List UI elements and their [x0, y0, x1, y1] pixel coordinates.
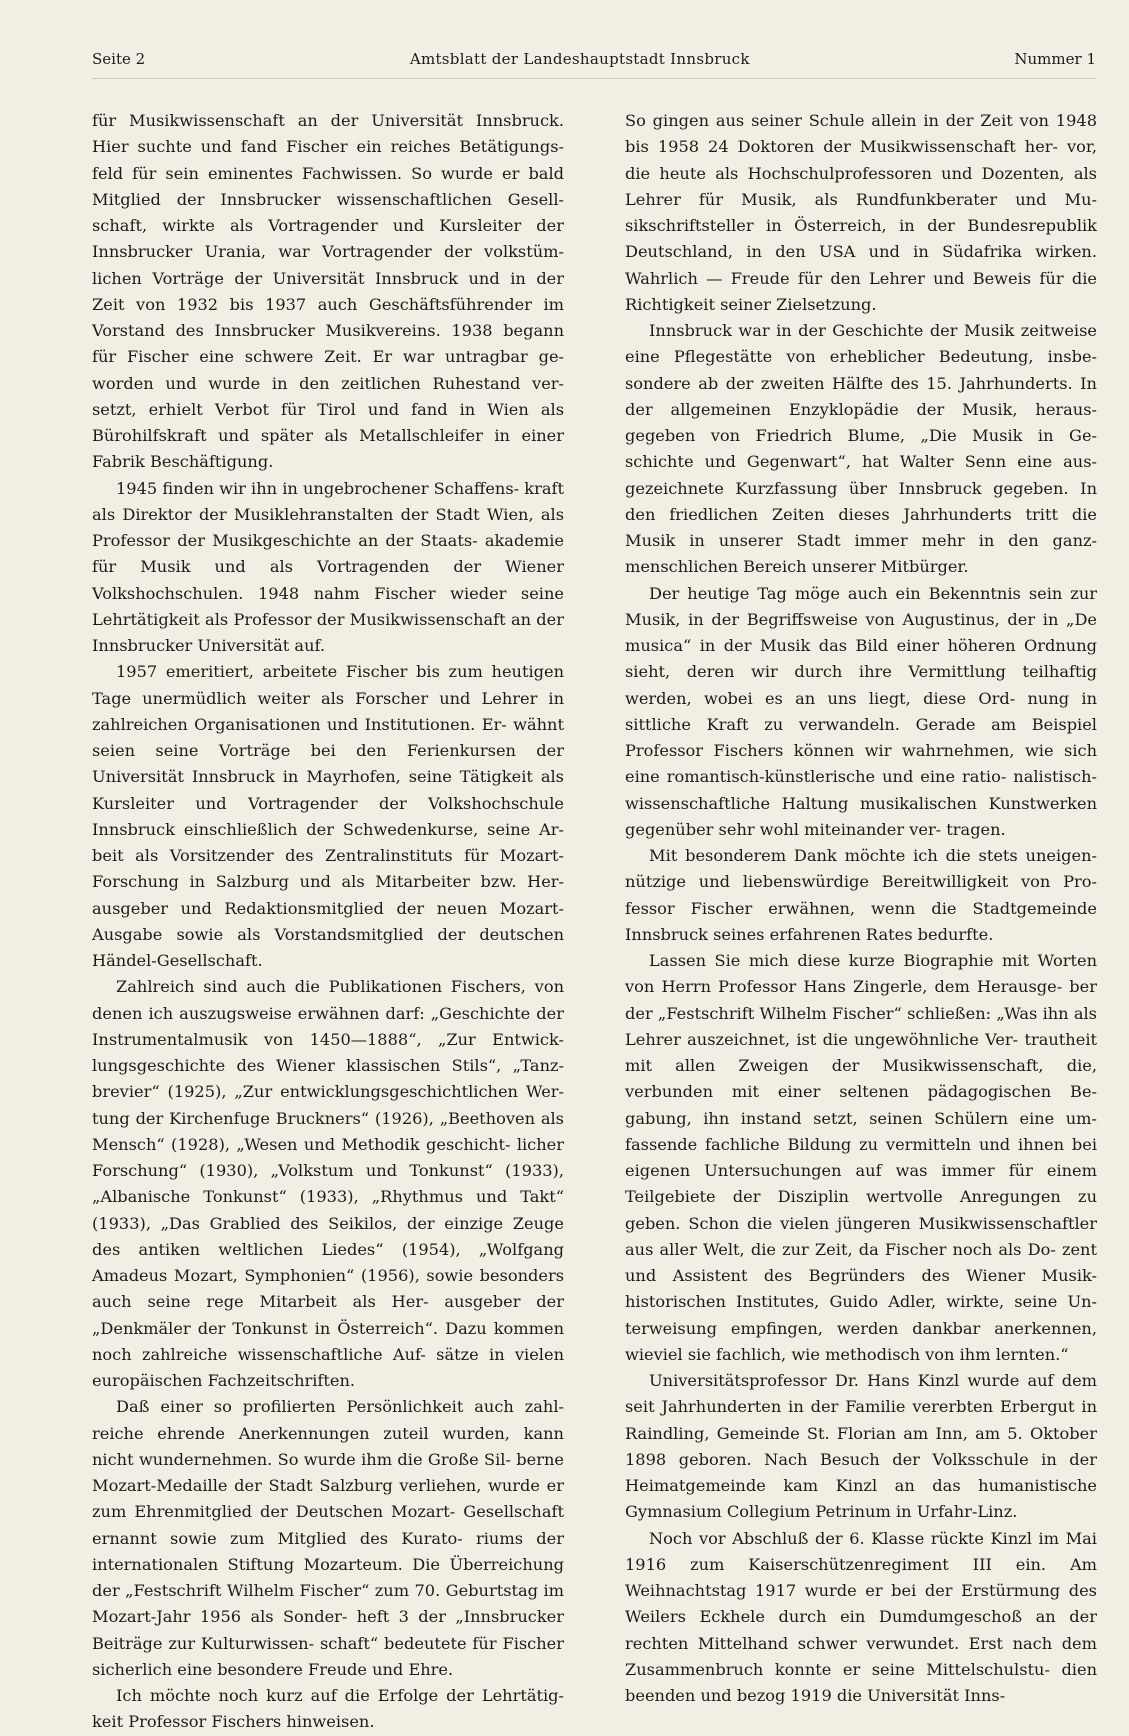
paragraph: Lassen Sie mich diese kurze Biographie mit Worten von Herrn Professor Hans Zingerle, dem Herausge- ber der „Festschrift Wilhelm Fischer“ schließen: „Was ihn als Lehrer auszeichnet, ist die ungewöhnliche Ver- trautheit mit allen Zweigen der Musikwissenschaft, die, verbunden mit einer seltenen pädagogischen Be- gabung, ihn instand setzt, seinen Schülern eine um- fassende fachliche Bildung zu vermitteln und ihnen bei eigenen Untersuchungen auf was immer für einem Teilgebiete der Disziplin wertvolle Anregungen zu geben. Schon die vielen jüngeren Musikwissenschaftler aus aller Welt, die zur Zeit, da Fischer noch als Do- zent und Assistent des Begründers des Wiener Musik- historischen Institutes, Guido Adler, wirkte, seine Un- terweisung empfingen, werden dankbar anerkennen, wieviel sie fachlich, wie methodisch von ihm lernten.“ [625, 951, 1097, 1364]
issue-number: Nummer 1 [1014, 50, 1096, 68]
right-column [625, 108, 1097, 1709]
paragraph: Innsbruck war in der Geschichte der Musik zeitweise eine Pflegestätte von erheblicher Bedeutung, insbe- sondere ab der zweiten Hälfte des 15. Jahrhunderts. In der allgemeinen Enzyklopädie der Musik, heraus- gegeben von Friedrich Blume, „Die Musik in Ge- schichte und Gegenwart“, hat Walter Senn eine aus- gezeichnete Kurzfassung über Innsbruck gegeben. In den friedlichen Zeiten dieses Jahrhunderts tritt die Musik in unserer Stadt immer mehr in den ganz- menschlichen Bereich unserer Mitbürger. [625, 321, 1097, 577]
header-divider [92, 78, 1096, 79]
paragraph: 1945 finden wir ihn in ungebrochener Schaffens- kraft als Direktor der Musiklehranstalten der Stadt Wien, als Professor der Musikgeschichte an der Staats- akademie für Musik und als Vortragenden der Wiener Volkshochschulen. 1948 nahm Fischer wieder seine Lehrtätigkeit als Professor der Musikwissenschaft an der Innsbrucker Universität auf. [92, 478, 564, 655]
page-header [92, 50, 1096, 72]
paragraph: für Musikwissenschaft an der Universität Innsbruck. Hier suchte und fand Fischer ein reiches Betätigungs- feld für sein eminentes Fachwissen. So wurde er bald Mitglied der Innsbrucker wissenschaftlichen Gesell- schaft, wirkte als Vortragender und Kursleiter der Innsbrucker Urania, war Vortragender der volkstüm- lichen Vorträge der Universität Innsbruck und in der Zeit von 1932 bis 1937 auch Geschäftsführender im Vorstand des Innsbrucker Musikvereins. 1938 begann für Fischer eine schwere Zeit. Er war untragbar ge- worden und wurde in den zeitlichen Ruhestand ver- setzt, erhielt Verbot für Tirol und fand in Wien als Bürohilfskraft und später als Metallschleifer in einer Fabrik Beschäftigung. [92, 111, 564, 472]
paragraph: Noch vor Abschluß der 6. Klasse rückte Kinzl im Mai 1916 zum Kaiserschützenregiment III ein. Am Weihnachtstag 1917 wurde er bei der Erstürmung des Weilers Eckhele durch ein Dumdumgeschoß an der rechten Mittelhand schwer verwundet. Erst nach dem Zusammenbruch konnte er seine Mittelschulstu- dien beenden und bezog 1919 die Universität Inns- [625, 1528, 1097, 1705]
paragraph: Universitätsprofessor Dr. Hans Kinzl wurde auf dem seit Jahrhunderten in der Familie vererbten Erbergut in Raindling, Gemeinde St. Florian am Inn, am 5. Oktober 1898 geboren. Nach Besuch der Volksschule in der Heimatgemeinde kam Kinzl an das humanistische Gymnasium Collegium Petrinum in Urfahr-Linz. [625, 1371, 1097, 1522]
paragraph: So gingen aus seiner Schule allein in der Zeit von 1948 bis 1958 24 Doktoren der Musikwissenschaft her- vor, die heute als Hochschulprofessoren und Dozenten, als Lehrer für Musik, als Rundfunkberater und Mu- sikschriftsteller in Österreich, in der Bundesrepublik Deutschland, in den USA und in Südafrika wirken. Wahrlich — Freude für den Lehrer und Beweis für die Richtigkeit seiner Zielsetzung. [625, 111, 1097, 314]
left-column [92, 108, 564, 1736]
paragraph: Zahlreich sind auch die Publikationen Fischers, von denen ich auszugsweise erwähnen darf: „Geschichte der Instrumentalmusik von 1450—1888“, „Zur Entwick- lungsgeschichte des Wiener klassischen Stils“, „Tanz- brevier“ (1925), „Zur entwicklungsgeschichtlichen Wer- tung der Kirchenfuge Bruckners“ (1926), „Beethoven als Mensch“ (1928), „Wesen und Methodik geschicht- licher Forschung“ (1930), „Volkstum und Tonkunst“ (1933), „Albanische Tonkunst“ (1933), „Rhythmus und Takt“ (1933), „Das Grablied des Seikilos, der einzige Zeuge des antiken weltlichen Liedes“ (1954), „Wolfgang Amadeus Mozart, Symphonien“ (1956), sowie besonders auch seine rege Mitarbeit als Her- ausgeber der „Denkmäler der Tonkunst in Österreich“. Dazu kommen noch zahlreiche wissenschaftliche Auf- sätze in vielen europäischen Fachzeitschriften. [92, 977, 564, 1390]
publication-title: Amtsblatt der Landeshauptstadt Innsbruck [409, 50, 750, 68]
paragraph: Mit besonderem Dank möchte ich die stets uneigen- nützige und liebenswürdige Bereitwilligkeit von Pro- fessor Fischer erwähnen, wenn die Stadtgemeinde Innsbruck seines erfahrenen Rates bedurfte. [625, 846, 1097, 944]
page-number: Seite 2 [92, 50, 146, 68]
paragraph: Daß einer so profilierten Persönlichkeit auch zahl- reiche ehrende Anerkennungen zuteil wurden, kann nicht wundernehmen. So wurde ihm die Große Sil- berne Mozart-Medaille der Stadt Salzburg verliehen, wurde er zum Ehrenmitglied der Deutschen Mozart- Gesellschaft ernannt sowie zum Mitglied des Kurato- riums der internationalen Stiftung Mozarteum. Die Überreichung der „Festschrift Wilhelm Fischer“ zum 70. Geburtstag im Mozart-Jahr 1956 als Sonder- heft 3 der „Innsbrucker Beiträge zur Kulturwissen- schaft“ bedeutete für Fischer sicherlich eine besondere Freude und Ehre. [92, 1397, 564, 1679]
paragraph: Ich möchte noch kurz auf die Erfolge der Lehrtätig- keit Professor Fischers hinweisen. [92, 1686, 564, 1732]
paragraph: Der heutige Tag möge auch ein Bekenntnis sein zur Musik, in der Begriffsweise von Augustinus, der in „De musica“ in der Musik das Bild einer höheren Ordnung sieht, deren wir durch ihre Vermittlung teilhaftig werden, wobei es an uns liegt, diese Ord- nung in sittliche Kraft zu verwandeln. Gerade am Beispiel Professor Fischers können wir wahrnehmen, wie sich eine romantisch-künstlerische und eine ratio- nalistisch-wissenschaftliche Haltung musikalischen Kunstwerken gegenüber sehr wohl miteinander ver- tragen. [625, 583, 1097, 839]
paragraph: 1957 emeritiert, arbeitete Fischer bis zum heutigen Tage unermüdlich weiter als Forscher und Lehrer in zahlreichen Organisationen und Institutionen. Er- wähnt seien seine Vorträge bei den Ferienkursen der Universität Innsbruck in Mayrhofen, seine Tätigkeit als Kursleiter und Vortragender der Volkshochschule Innsbruck einschließlich der Schwedenkurse, seine Ar- beit als Vorsitzender des Zentralinstituts für Mozart- Forschung in Salzburg und als Mitarbeiter bzw. Her- ausgeber und Redaktionsmitglied der neuen Mozart- Ausgabe sowie als Vorstandsmitglied der deutschen Händel-Gesellschaft. [92, 662, 564, 970]
